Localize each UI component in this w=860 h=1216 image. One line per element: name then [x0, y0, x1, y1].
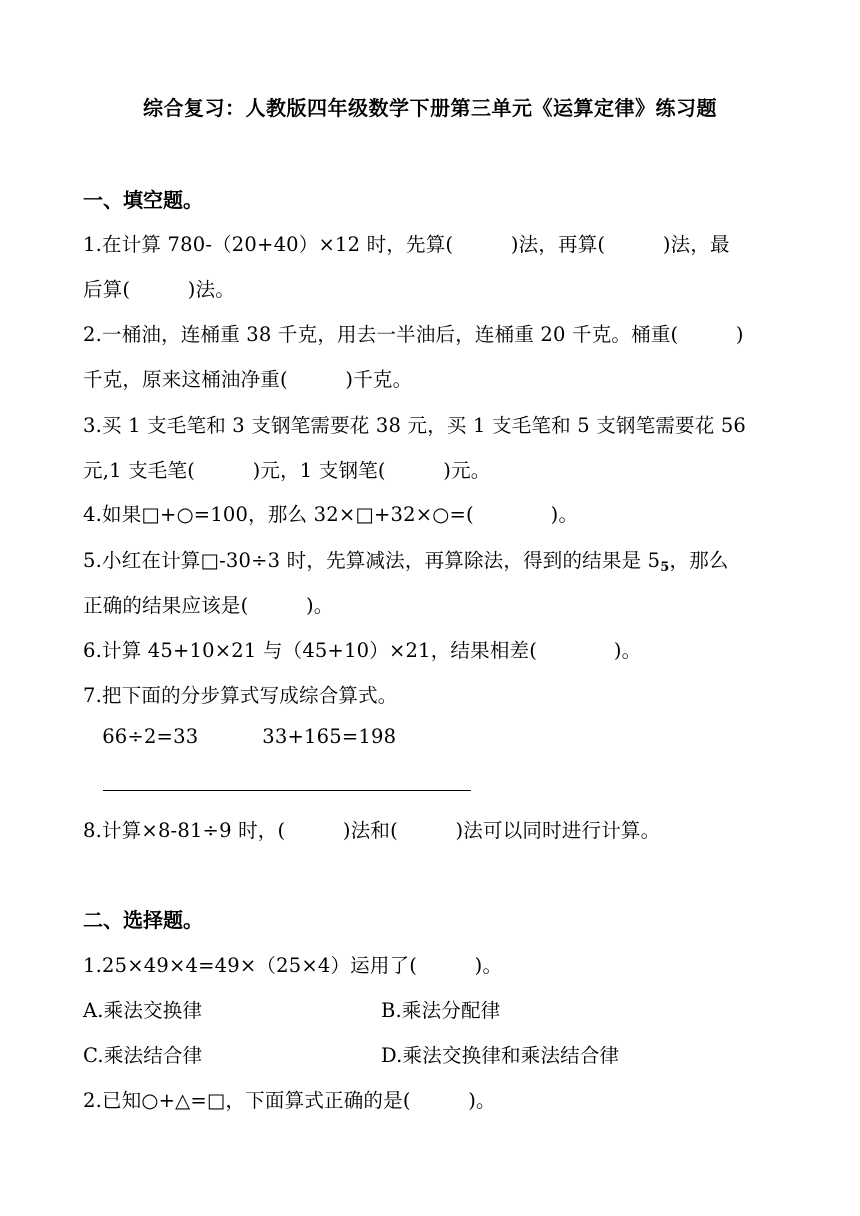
choice-option-a: A.乘法交换律: [83, 999, 203, 1022]
question-5-text-a: 5.小红在计算□-30÷3 时，先算减法，再算除法，得到的结果是 5: [83, 549, 661, 572]
question-1-line-2: 后算( )法。: [83, 278, 236, 301]
question-2-line-2: 千克，原来这桶油净重( )千克。: [83, 368, 413, 391]
question-5-subscript: 5: [660, 560, 670, 575]
question-3-line-2: 元,1 支毛笔( )元，1 支钢笔( )元。: [83, 459, 491, 482]
question-3-line-1: 3.买 1 支毛笔和 3 支钢笔需要花 38 元，买 1 支毛笔和 5 支钢笔需要花 56: [83, 414, 747, 437]
question-1-line-1: 1.在计算 780-（20+40）×12 时，先算( )法，再算( )法，最: [83, 233, 730, 256]
choice-option-b: B.乘法分配律: [381, 999, 501, 1022]
question-7-steps: 66÷2=33 33+165=198: [83, 725, 397, 748]
question-5-line-1: [83, 545, 729, 575]
question-7-line-1: 7.把下面的分步算式写成综合算式。: [83, 684, 398, 707]
question-2-line-1: 2.一桶油，连桶重 38 千克，用去一半油后，连桶重 20 千克。桶重( ): [83, 323, 744, 346]
question-5-text-b: ，那么: [669, 549, 729, 572]
choice-question-2: 2.已知○+△=□，下面算式正确的是( )。: [83, 1089, 496, 1112]
question-5-line-2: 正确的结果应该是( )。: [83, 594, 334, 617]
choice-question-1: 1.25×49×4=49×（25×4）运用了( )。: [83, 954, 503, 977]
section-heading-multiple-choice: 二、选择题。: [83, 908, 203, 932]
choice-option-d: D.乘法交换律和乘法结合律: [381, 1044, 620, 1067]
choice-option-c: C.乘法结合律: [83, 1044, 203, 1067]
question-6-line-1: 6.计算 45+10×21 与（45+10）×21，结果相差( )。: [83, 639, 642, 662]
section-heading-fill-in: 一、填空题。: [83, 188, 203, 212]
page-title: 综合复习：人教版四年级数学下册第三单元《运算定律》练习题: [143, 96, 717, 120]
question-8-line-1: 8.计算×8-81÷9 时，( )法和( )法可以同时进行计算。: [83, 819, 661, 842]
question-4-line-1: 4.如果□+○=100，那么 32×□+32×○=( )。: [83, 503, 579, 526]
answer-blank-line: [103, 790, 471, 791]
